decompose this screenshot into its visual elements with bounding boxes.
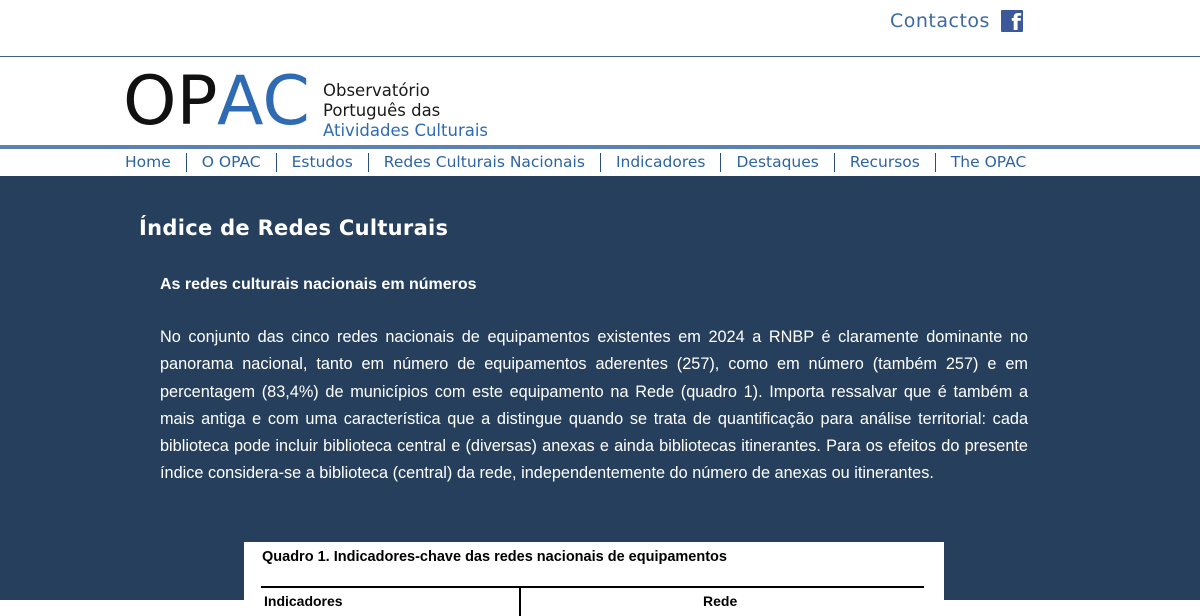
section-subtitle: As redes culturais nacionais em números [160, 276, 477, 293]
main-nav [0, 149, 1200, 176]
table-column-divider [519, 586, 521, 616]
nav-item-destaques[interactable]: Destaques [720, 153, 833, 172]
nav-item-estudos[interactable]: Estudos [276, 153, 368, 172]
quadro-1-table [244, 542, 944, 612]
nav-item-redes-culturais-nacionais[interactable]: Redes Culturais Nacionais [368, 153, 600, 172]
opac-logo[interactable] [123, 62, 489, 141]
table-top-rule [261, 586, 924, 588]
top-bar [0, 0, 1200, 57]
opac-logo-mark [123, 62, 318, 141]
logo-mark-op: OP [123, 62, 218, 141]
logo-line-2: Português das [323, 101, 441, 120]
nav-item-home[interactable]: Home [125, 153, 171, 171]
page-title: Índice de Redes Culturais [139, 216, 449, 240]
nav-item-the-opac[interactable]: The OPAC [935, 153, 1041, 172]
logo-mark-ac: AC [217, 62, 310, 141]
table-header-rede: Rede [703, 593, 738, 609]
nav-item-indicadores[interactable]: Indicadores [600, 153, 721, 172]
nav-item-recursos[interactable]: Recursos [834, 153, 935, 172]
site-header [0, 57, 1200, 145]
facebook-icon[interactable] [1001, 10, 1023, 36]
logo-line-3: Atividades Culturais [323, 121, 489, 140]
table-header-indicadores: Indicadores [264, 593, 343, 609]
logo-wordmark [323, 81, 488, 141]
table-caption: Quadro 1. Indicadores-chave das redes nacionais de equipamentos [262, 549, 727, 565]
contacts-link[interactable]: Contactos [890, 10, 990, 32]
facebook-glyph: f [1011, 11, 1021, 36]
main-content [0, 176, 1200, 609]
nav-item-o-opac[interactable]: O OPAC [186, 153, 276, 172]
intro-paragraph: No conjunto das cinco redes nacionais de equipamentos existentes em 2024 a RNBP é claramente dominante no panorama nacional, tanto em número de equipamentos aderentes (257), como em número (também 257) e em percentagem (83,4%) de municípios com este equipamento na Rede (quadro 1). Importa ressalvar que é também a mais antiga e com uma característica que a distingue quando se trata de quantificação para análise territorial: cada biblioteca pode incluir biblioteca central e (diversas) anexas e ainda bibliotecas itinerantes. Para os efeitos do presente índice considera-se a biblioteca (central) da rede, independentemente do número de anexas ou itinerantes. [160, 328, 1028, 483]
logo-line-1: Observatório [323, 81, 430, 100]
